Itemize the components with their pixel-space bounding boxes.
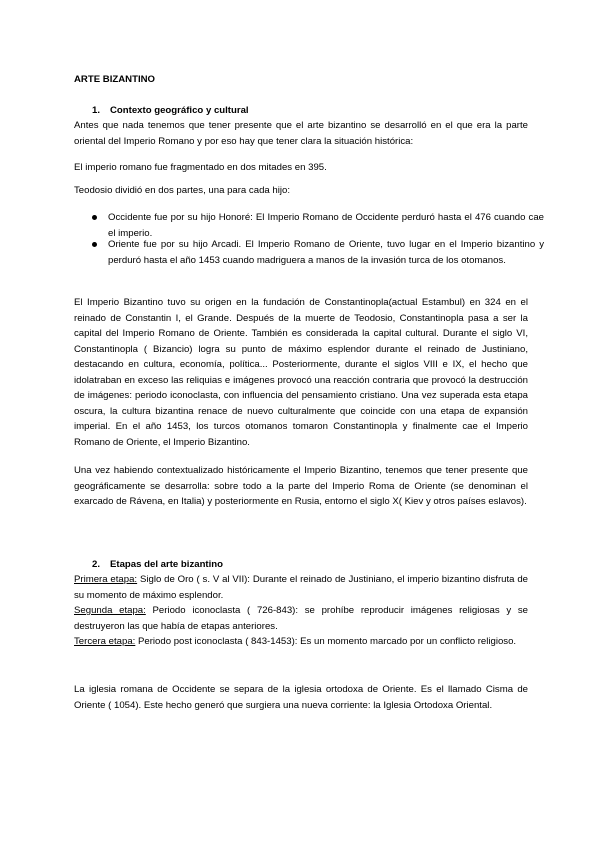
paragraph-schism: La iglesia romana de Occidente se separa de la iglesia ortodoxa de Oriente. Es el llamado Cisma de Oriente ( 1054). Este hecho generó que surgiera una nueva corriente: la Iglesia Ortodoxa Oriental.	[74, 684, 528, 711]
section-heading-context	[92, 103, 528, 119]
stage-label: Tercera etapa:	[74, 636, 136, 647]
paragraph-division: Teodosio dividió en dos partes, una para cada hijo:	[74, 185, 291, 196]
list-item-text: Occidente fue por su hijo Honoré: El Imperio Romano de Occidente perduró hasta el 476 cuando cae el imperio.	[108, 212, 544, 239]
paragraph-geography: Una vez habiendo contextualizado históricamente el Imperio Bizantino, tenemos que tener presente que geográficamente se desarrolla: sobre todo a la parte del Imperio Roma de Oriente (se denominan el exarcado de Rávena, en Italia) y posteriormente en Rusia, entorno el siglo X( Kiev y otros países eslavos).	[74, 465, 528, 507]
document-title: ARTE BIZANTINO	[74, 74, 156, 85]
stage-text: Periodo post iconoclasta ( 843-1453): Es un momento marcado por un conflicto religioso.	[135, 636, 517, 647]
section-number: 1.	[92, 105, 101, 116]
stage-text: Periodo iconoclasta ( 726-843): se prohíbe reproducir imágenes religiosas y se destruyeron las que había de etapas anteriores.	[74, 605, 528, 632]
paragraph-fragmentation: El imperio romano fue fragmentado en dos mitades en 395.	[74, 162, 327, 173]
paragraph-intro: Antes que nada tenemos que tener presente que el arte bizantino se desarrolló en el que era la parte oriental del Imperio Romano y por eso hay que tener clara la situación histórica:	[74, 120, 528, 147]
section-number: 2.	[92, 559, 101, 570]
list-item	[92, 237, 544, 268]
list-item-text: Oriente fue por su hijo Arcadi. El Imperio Romano de Oriente, tuvo lugar en el Imperio bizantino y perduró hasta el año 1453 cuando madriguera a manos de la invasión turca de los otomanos.	[108, 239, 544, 266]
stage-label: Primera etapa:	[74, 574, 138, 585]
stage-text: Siglo de Oro ( s. V al VII): Durante el reinado de Justiniano, el imperio bizantino disfruta de su momento de máximo esplendor.	[74, 574, 529, 601]
stage-label: Segunda etapa:	[74, 605, 146, 616]
bullet-icon	[92, 242, 97, 247]
section-heading-text: Etapas del arte bizantino	[110, 559, 224, 570]
section-heading-text: Contexto geográfico y cultural	[110, 105, 249, 116]
bullet-icon	[92, 215, 97, 220]
paragraph-history: El Imperio Bizantino tuvo su origen en la fundación de Constantinopla(actual Estambul) en 324 en el reinado de Constantin I, el Grande. Después de la muerte de Teodosio, Constantinopla pasa a ser la capital del Imperio Romano de Oriente. También es considerada la capital cultural. Durante el siglo VI, Constantinopla ( Bizancio) logra su punto de máximo esplendor durante el reinado de Justiniano, destacando en cultura, economía, política... Posteriormente, durante el siglos VIII e IX, el hecho que idolatraban en exceso las reliquias e imágenes provocó una reacción contraria que provocó la destrucción de imágenes: periodo iconoclasta, con influencia del pensamiento cristiano. Una vez superada esta etapa oscura, la cultura bizantina renace de nuevo culturalmente que coincide con una etapa de expansión imperial. En el año 1453, los turcos otomanos tomaron Constantinopla y finalmente cae el Imperio Romano de Oriente, el Imperio Bizantino.	[74, 297, 528, 448]
stage-item	[74, 572, 528, 603]
stage-item	[74, 603, 528, 634]
stage-item	[74, 634, 528, 650]
section-heading-stages	[92, 557, 528, 573]
